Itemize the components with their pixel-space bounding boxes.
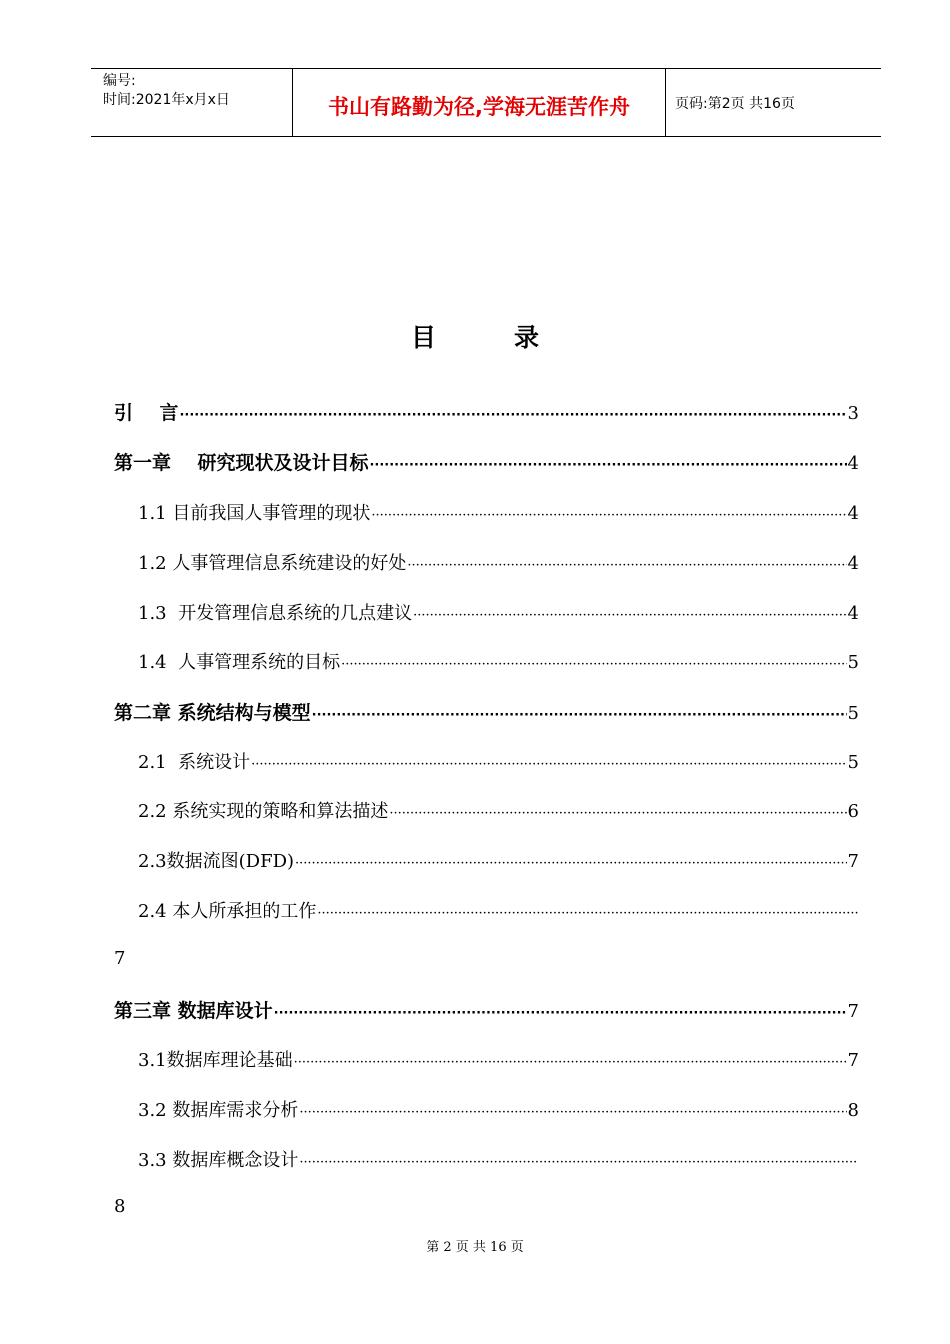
toc-entry-page: 7 [847,851,859,872]
toc-leader-dots [299,1100,846,1121]
toc-entry-label: 1.3 开发管理信息系统的几点建议 [138,603,413,624]
toc-entry-page: 8 [114,1196,126,1217]
toc-leader-dots [407,553,846,574]
toc-entry[interactable] [138,1146,859,1172]
toc-entry-page: 3 [847,403,859,424]
toc-leader-dots [389,801,846,822]
toc-leader-dots [274,1000,847,1022]
toc-leader-dots [299,1150,858,1171]
toc-entry-label: 引 言 [114,402,179,424]
toc-entry-label: 1.4 人事管理系统的目标 [138,652,341,673]
toc-entry-page: 4 [847,453,859,474]
toc-entry[interactable] [138,648,859,674]
toc-entry-label: 1.2 人事管理信息系统建设的好处 [138,553,407,574]
toc-entry[interactable] [114,398,859,425]
toc-entry-page: 7 [847,1001,859,1022]
toc-leader-dots [294,1050,847,1071]
toc-leader-dots [369,452,846,474]
toc-entry[interactable] [138,897,859,923]
toc-entry[interactable] [138,748,859,774]
toc-entry-label: 1.1 目前我国人事管理的现状 [138,503,371,524]
toc-entry-label: 3.3 数据库概念设计 [138,1150,299,1171]
toc-leader-dots [179,402,846,424]
toc-leader-dots [341,652,846,673]
toc-entry[interactable] [138,797,859,823]
toc-entry-label: 2.4 本人所承担的工作 [138,901,317,922]
toc-entry-label: 2.3数据流图(DFD) [138,851,295,872]
toc-leader-dots [251,752,846,773]
toc-entry-page: 4 [847,553,859,574]
toc-entry-page: 5 [847,703,859,724]
toc-leader-dots [317,901,858,922]
header-page-info: 页码:第2页 共16页 [675,96,795,112]
toc-entry-page: 7 [114,948,126,969]
toc-leader-dots [295,851,847,872]
toc-entry[interactable] [114,996,859,1023]
toc-entry-page: 5 [847,652,859,673]
header-divider [665,69,666,136]
toc-title-right: 录 [514,323,540,352]
toc-entry-page: 5 [847,752,859,773]
page-footer: 第 2 页 共 16 页 [426,1240,524,1255]
toc-entry-label: 第三章 数据库设计 [114,1000,273,1022]
toc-leader-dots [371,503,846,524]
toc-title [0,318,950,354]
toc-entry[interactable] [138,1046,859,1072]
toc-entry[interactable] [138,1096,859,1122]
toc-entry[interactable] [138,549,859,575]
toc-entry-label: 第一章 研究现状及设计目标 [114,452,369,474]
toc-entry[interactable] [138,847,859,873]
header-time-label: 时间:2021年x月x日 [103,92,230,108]
toc-entry[interactable] [114,698,859,725]
toc-entry-label: 2.2 系统实现的策略和算法描述 [138,801,389,822]
toc-entry-page: 7 [847,1050,859,1071]
toc-entry-label: 3.2 数据库需求分析 [138,1100,299,1121]
toc-leader-dots [413,603,846,624]
toc-entry-page: 4 [847,603,859,624]
toc-leader-dots [312,702,847,724]
toc-entry-label: 2.1 系统设计 [138,752,251,773]
toc-title-left: 目 [410,323,436,352]
page-header [91,68,881,137]
header-meta [103,72,230,110]
toc-entry-page: 6 [847,801,859,822]
toc-entry[interactable] [114,448,859,475]
toc-entry-label: 3.1数据库理论基础 [138,1050,293,1071]
toc-entry[interactable] [138,599,859,625]
toc-entry[interactable] [138,499,859,525]
header-number-label: 编号: [103,73,136,89]
toc-entry-page: 4 [847,503,859,524]
toc-entry-page: 8 [847,1100,859,1121]
toc-entry-label: 第二章 系统结构与模型 [114,702,311,724]
header-motto: 书山有路勤为径,学海无涯苦作舟 [328,95,630,119]
